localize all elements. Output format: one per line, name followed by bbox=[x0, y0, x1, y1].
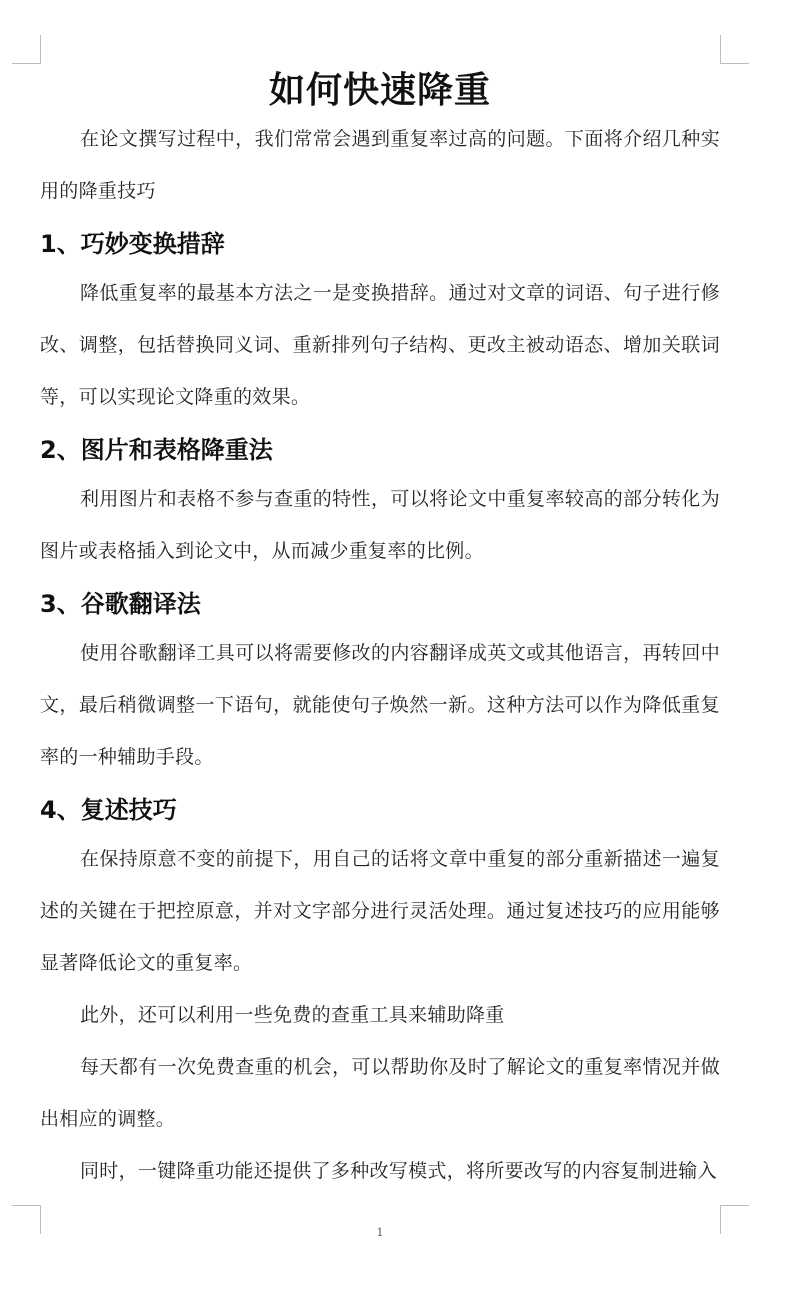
free-tools-paragraph: 此外，还可以利用一些免费的查重工具来辅助降重 bbox=[80, 1004, 505, 1026]
page-number: 1 bbox=[376, 1226, 384, 1239]
intro-paragraph: 在论文撰写过程中，我们常常会遇到重复率过高的问题。下面将介绍几种实用的降重技巧 bbox=[40, 128, 720, 202]
document-body bbox=[40, 113, 720, 1197]
rewrite-modes-paragraph: 同时，一键降重功能还提供了多种改写模式，将所要改写的内容复制进输入 bbox=[80, 1160, 717, 1182]
section-heading-1: 1、巧妙变换措辞 bbox=[40, 230, 225, 258]
section-3-paragraph: 使用谷歌翻译工具可以将需要修改的内容翻译成英文或其他语言，再转回中文，最后稍微调整一下语句，就能使句子焕然一新。这种方法可以作为降低重复率的一种辅助手段。 bbox=[40, 642, 720, 768]
page-corner-mark-top-left bbox=[12, 35, 41, 64]
section-heading-4: 4、复述技巧 bbox=[40, 796, 177, 824]
section-heading-2: 2、图片和表格降重法 bbox=[40, 436, 273, 464]
section-heading-3: 3、谷歌翻译法 bbox=[40, 590, 201, 618]
section-2-paragraph: 利用图片和表格不参与查重的特性，可以将论文中重复率较高的部分转化为图片或表格插入到论文中，从而减少重复率的比例。 bbox=[40, 488, 720, 562]
section-1-paragraph: 降低重复率的最基本方法之一是变换措辞。通过对文章的词语、句子进行修改、调整，包括替换同义词、重新排列句子结构、更改主被动语态、增加关联词等，可以实现论文降重的效果。 bbox=[40, 282, 720, 408]
section-4-paragraph: 在保持原意不变的前提下，用自己的话将文章中重复的部分重新描述一遍复述的关键在于把控原意，并对文字部分进行灵活处理。通过复述技巧的应用能够显著降低论文的重复率。 bbox=[40, 848, 720, 974]
document-title: 如何快速降重 bbox=[268, 70, 491, 111]
page-corner-mark-bottom-left bbox=[12, 1205, 41, 1234]
page-corner-mark-top-right bbox=[720, 35, 749, 64]
page-corner-mark-bottom-right bbox=[720, 1205, 749, 1234]
daily-check-paragraph: 每天都有一次免费查重的机会，可以帮助你及时了解论文的重复率情况并做出相应的调整。 bbox=[40, 1056, 720, 1130]
